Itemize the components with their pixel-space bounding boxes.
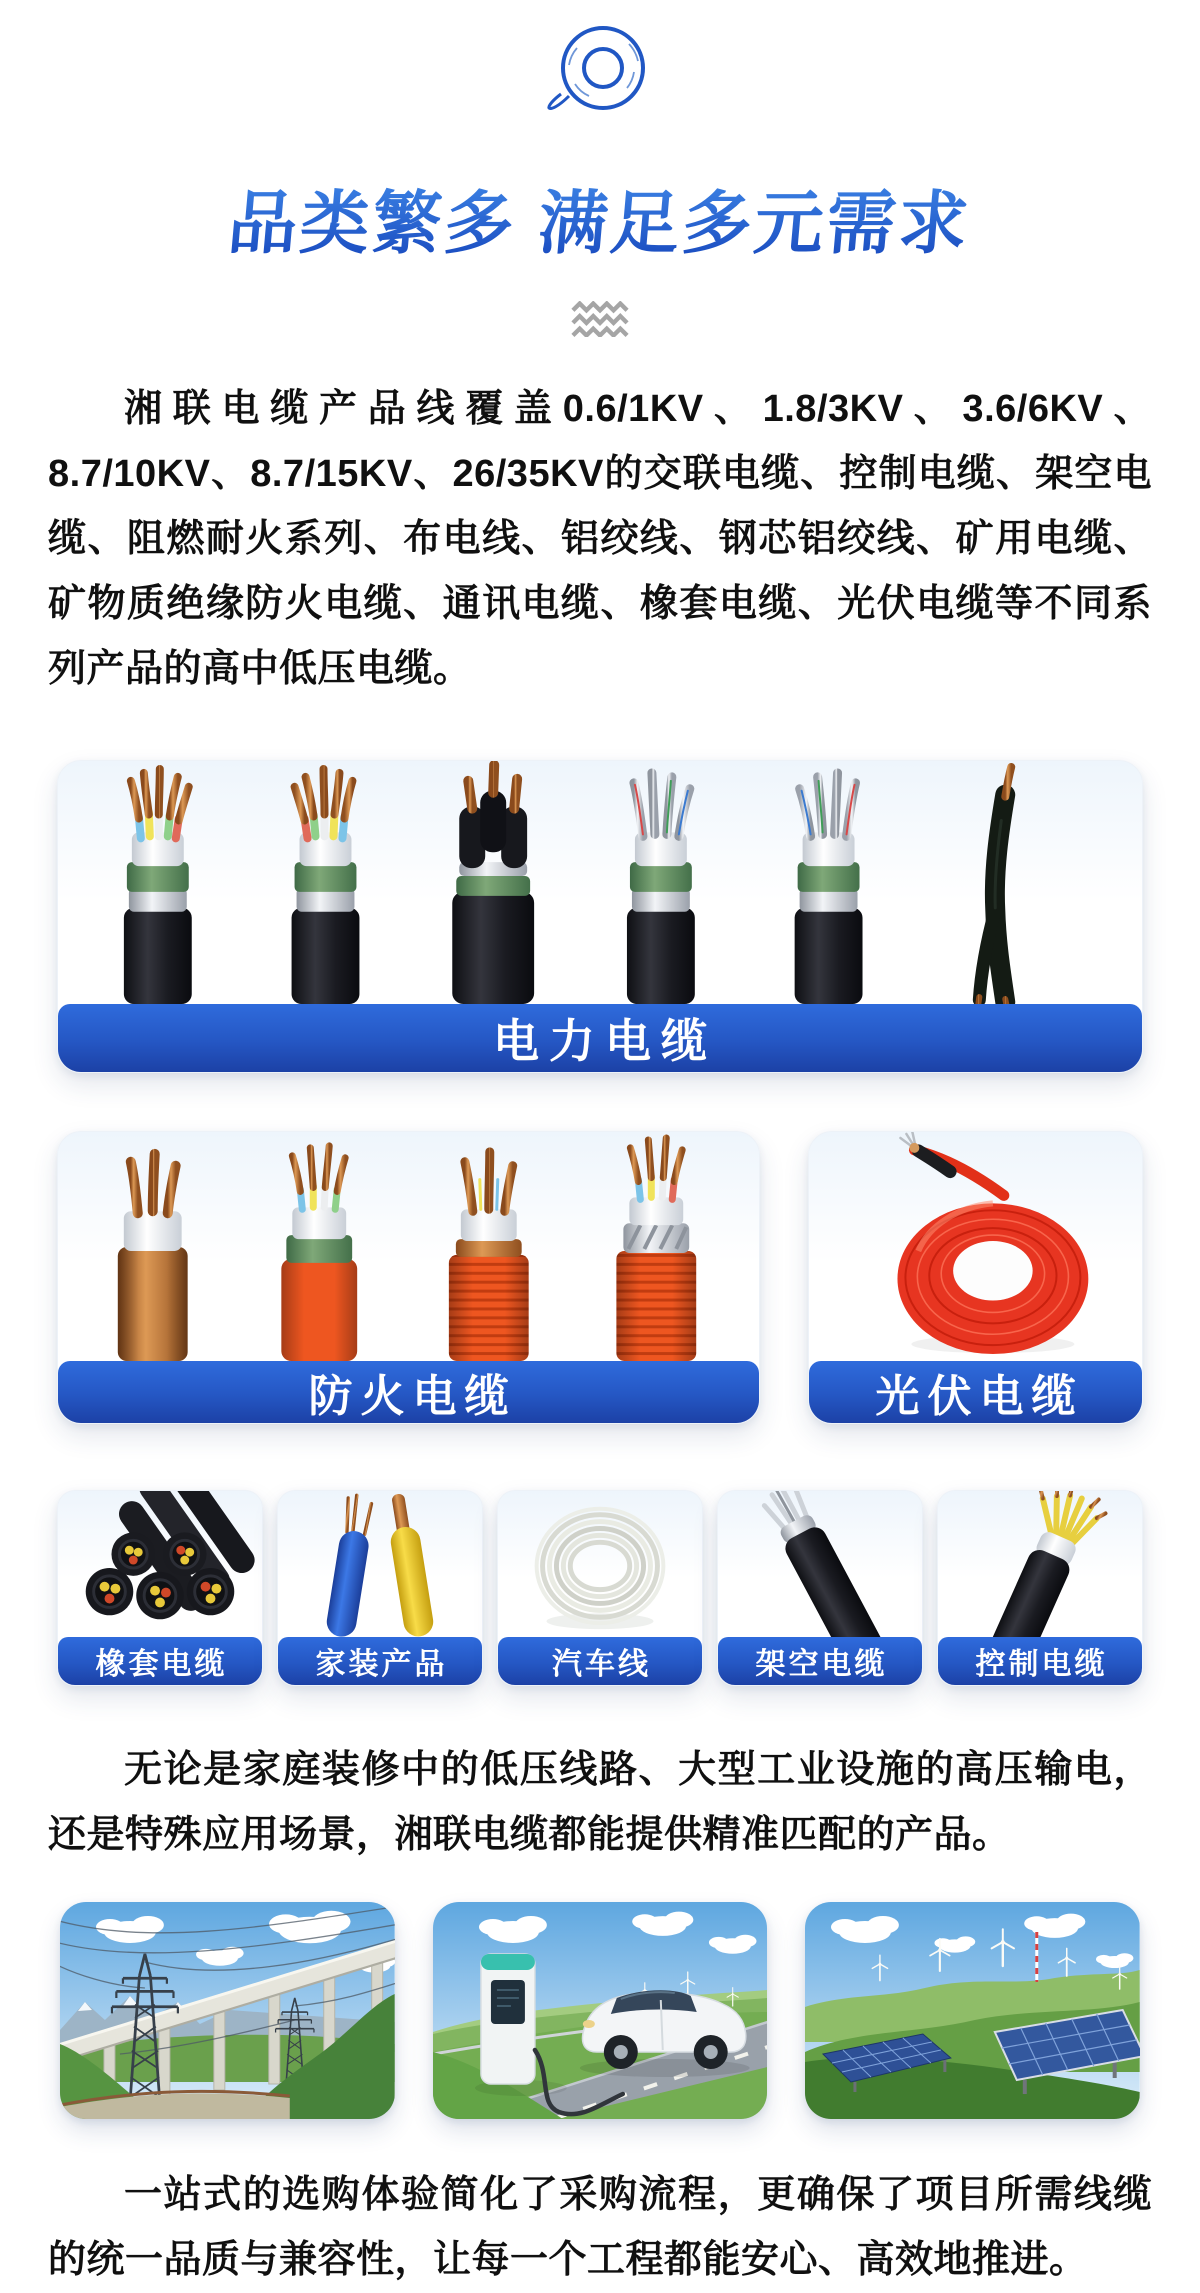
closing-paragraph: 一站式的选购体验简化了采购流程，更确保了项目所需线缆的统一品质与兼容性，让每一个工程都能安心、高效地推进。 (48, 2174, 1152, 2281)
category-banner-auto (498, 1637, 702, 1685)
power-cables-image (58, 761, 1142, 1004)
divider (0, 301, 1200, 337)
category-label-control: 控制电缆 (975, 1648, 1108, 1681)
header (0, 0, 1200, 120)
page-title: 品类繁多 满足多元需求 (0, 168, 1200, 267)
category-banner-power (58, 1004, 1142, 1072)
home-wiring-image (278, 1491, 482, 1637)
category-card-home (277, 1490, 483, 1686)
category-card-control (937, 1490, 1143, 1686)
photo-wind-turbines-solar-panels (805, 1902, 1140, 2119)
category-label-rubber: 橡套电缆 (95, 1648, 228, 1681)
category-banner-control (938, 1637, 1142, 1685)
category-card-fire (57, 1131, 760, 1424)
photo-ev-charging-station (433, 1902, 768, 2119)
category-banner-fire (58, 1361, 759, 1423)
category-label-fire: 防火电缆 (308, 1372, 517, 1421)
category-banner-rubber (58, 1637, 262, 1685)
category-card-power (57, 760, 1143, 1073)
rubber-cable-image (58, 1491, 262, 1637)
control-cable-image (938, 1491, 1142, 1637)
category-card-overhead (717, 1490, 923, 1686)
category-card-auto (497, 1490, 703, 1686)
category-card-rubber (57, 1490, 263, 1686)
cable-coil-logo-icon (541, 20, 659, 120)
small-category-row (57, 1490, 1143, 1686)
scene-photos-row (60, 1902, 1140, 2119)
category-label-home: 家装产品 (315, 1648, 448, 1681)
category-card-pv (808, 1131, 1143, 1424)
category-row (57, 1131, 1143, 1424)
wind-solar-image (805, 1902, 1140, 2119)
category-banner-pv (809, 1361, 1142, 1423)
overhead-cable-image (718, 1491, 922, 1637)
ev-charging-image (433, 1902, 768, 2119)
photo-transmission-lines-viaduct (60, 1902, 395, 2119)
transmission-viaduct-image (60, 1902, 395, 2119)
fireproof-cables-image (58, 1132, 759, 1361)
category-banner-overhead (718, 1637, 922, 1685)
category-label-power: 电力电缆 (493, 1015, 717, 1067)
automotive-wire-image (498, 1491, 702, 1637)
intro-paragraph: 湘联电缆产品线覆盖0.6/1KV、1.8/3KV、3.6/6KV、8.7/10KV、8.7/15KV、26/35KV的交联电缆、控制电缆、架空电缆、阻燃耐火系列、布电线、铝绞线、钢芯铝绞线、矿用电缆、矿物质绝缘防火电缆、通讯电缆、橡套电缆、光伏电缆等不同系列产品的高中低压电缆。 (48, 388, 1152, 690)
category-label-pv: 光伏电缆 (875, 1372, 1084, 1421)
middle-paragraph: 无论是家庭装修中的低压线路、大型工业设施的高压输电，还是特殊应用场景，湘联电缆都能提供精准匹配的产品。 (48, 1749, 1152, 1856)
pv-cable-image (809, 1132, 1142, 1361)
category-label-auto: 汽车线 (552, 1648, 651, 1681)
zigzag-divider-icon (571, 301, 629, 337)
category-label-overhead: 架空电缆 (755, 1648, 888, 1681)
category-banner-home (278, 1637, 482, 1685)
